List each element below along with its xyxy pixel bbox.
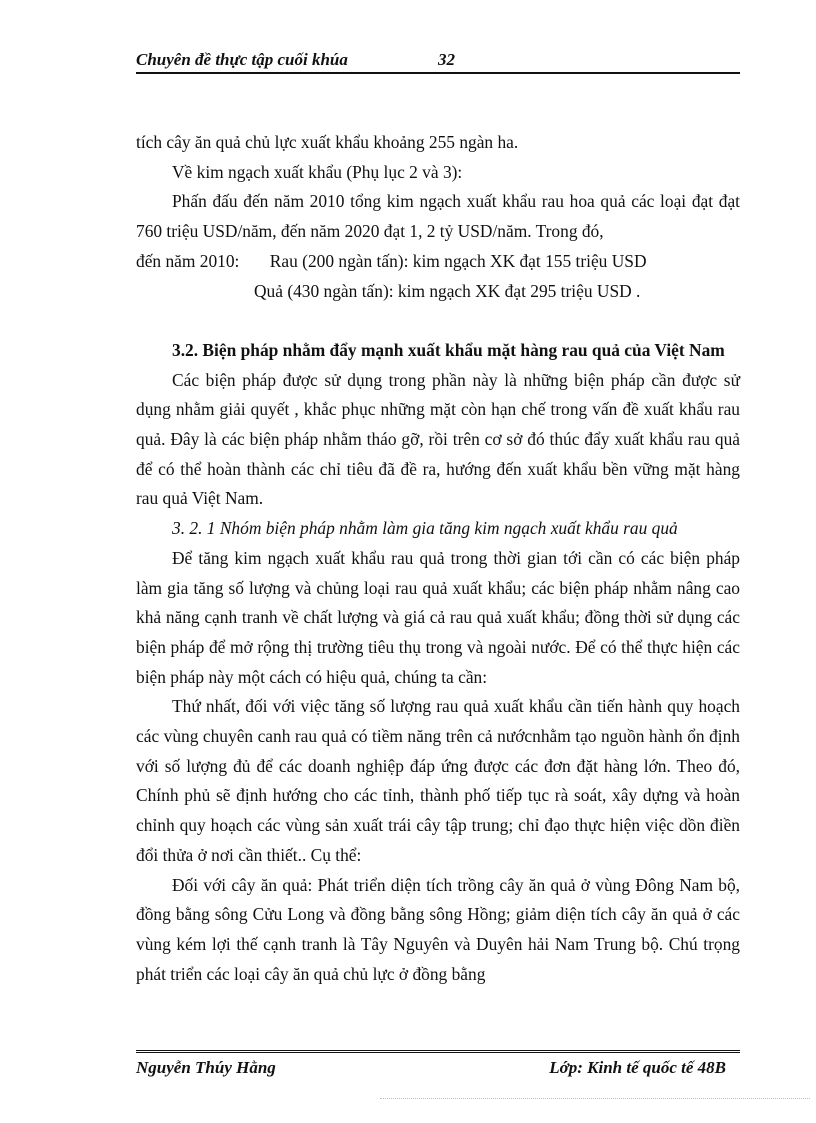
footer-class: Lớp: Kinh tế quốc tế 48B [549,1058,726,1077]
paragraph: Về kim ngạch xuất khẩu (Phụ lục 2 và 3): [172,161,463,182]
header-page-number: 32 [438,50,455,69]
paragraph: Để tăng kim ngạch xuất khẩu rau quả trong thời gian tới cần có các biện pháp làm gia tăng số lượng và chủng loại rau quả xuất khẩu; các biện pháp nhằm nâng cao khả năng cạnh tranh về chất lượng và giá cả rau quả xuất khẩu; đồng thời sử dụng các biện pháp để mở rộng thị trường tiêu thụ trong và ngoài nước. Để có thể thực hiện các biện pháp này một cách có hiệu quả, chúng ta cần: [136,547,740,687]
paragraph: Đối với cây ăn quả: Phát triển diện tích trồng cây ăn quả ở vùng Đông Nam bộ, đồng bằng sông Cửu Long và đồng bằng sông Hồng; giảm diện tích cây ăn quả ở các vùng kém lợi thế cạnh tranh là Tây Nguyên và Duyên hải Nam Trung bộ. Chú trọng phát triển các loại cây ăn quả chủ lực ở đồng bằng [136,874,740,984]
header-title: Chuyên đề thực tập cuối khúa [136,50,348,69]
subsection-heading: 3. 2. 1 Nhóm biện pháp nhằm làm gia tăng kim ngạch xuất khẩu rau quả [172,518,678,539]
paragraph: Phấn đấu đến năm 2010 tổng kim ngạch xuất khẩu rau hoa quả các loại đạt đạt 760 triệu USD/năm, đến năm 2020 đạt 1, 2 tỷ USD/năm. Trong đó, [136,191,740,242]
paragraph: Thứ nhất, đối với việc tăng số lượng rau quả xuất khẩu cần tiến hành quy hoạch các vùng chuyên canh rau quả có tiềm năng trên cả nướcnhằm tạo nguồn hành ổn định với số lượng đủ để các doanh nghiệp đáp ứng được các đơn đặt hàng lớn. Theo đó, Chính phủ sẽ định hướng cho các tỉnh, thành phố tiếp tục rà soát, xây dựng và hoàn chỉnh quy hoạch các vùng sản xuất trái cây tập trung; chỉ đạo thực hiện việc dồn điền đổi thửa ở nơi cần thiết.. Cụ thể: [136,696,740,865]
paragraph: tích cây ăn quả chủ lực xuất khẩu khoảng 255 ngàn ha. [136,132,519,152]
footer-dotted-rule [380,1098,810,1099]
blank-line [136,306,740,336]
page-header [136,50,740,74]
paragraph: Quả (430 ngàn tấn): kim ngạch XK đạt 295 triệu USD . [254,280,641,301]
page-footer [136,1050,740,1079]
paragraph: Các biện pháp được sử dụng trong phần này là những biện pháp cần được sử dụng nhằm giải quyết , khắc phục những mặt còn hạn chế trong vấn đề xuất khẩu rau quả. Đây là các biện pháp nhằm tháo gỡ, rồi trên cơ sở đó thúc đẩy xuất khẩu rau quả để có thể hoàn thành các chỉ tiêu đã đề ra, hướng đến xuất khẩu bền vững mặt hàng rau quả Việt Nam. [136,369,740,509]
footer-author: Nguyễn Thúy Hằng [136,1058,276,1077]
section-heading: 3.2. Biện pháp nhằm đẩy mạnh xuất khẩu mặt hàng rau quả của Việt Nam [172,339,725,360]
document-body [136,128,740,989]
paragraph: đến năm 2010: Rau (200 ngàn tấn): kim ngạch XK đạt 155 triệu USD [136,250,647,271]
